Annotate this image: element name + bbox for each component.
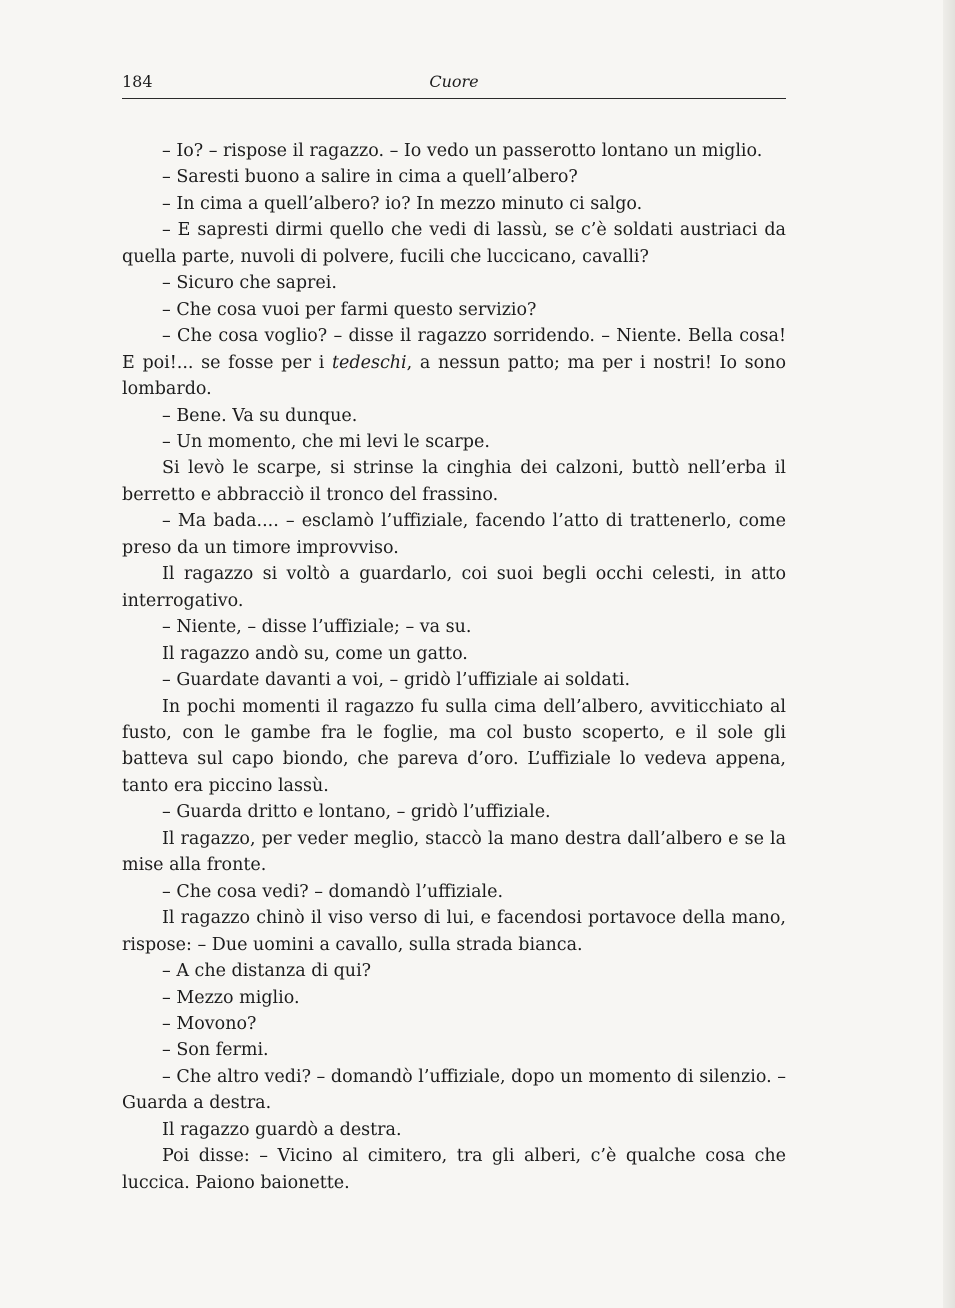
paragraph: Il ragazzo andò su, come un gatto. bbox=[162, 643, 468, 664]
page-number: 184 bbox=[122, 72, 153, 91]
paragraph: – Saresti buono a salire in cima a quell’albero? bbox=[162, 167, 578, 188]
paragraph: – In cima a quell’albero? io? In mezzo minuto ci salgo. bbox=[162, 193, 643, 214]
paragraph: – Sicuro che saprei. bbox=[162, 273, 337, 294]
paragraph: – Guardate davanti a voi, – gridò l’uffiziale ai soldati. bbox=[162, 670, 631, 691]
paragraph: Il ragazzo chinò il viso verso di lui, e facendosi portavoce della mano, rispose: – Due uomini a cavallo, sulla strada bianca. bbox=[122, 908, 786, 955]
paragraph: Poi disse: – Vicino al cimitero, tra gli alberi, c’è qualche cosa che luccica. Paiono baionette. bbox=[122, 1146, 786, 1193]
paragraph: – Che cosa vedi? – domandò l’uffiziale. bbox=[162, 881, 504, 902]
paragraph: Il ragazzo guardò a destra. bbox=[162, 1119, 402, 1140]
paragraph: – Movono? bbox=[162, 1013, 257, 1034]
paragraph: – Che altro vedi? – domandò l’uffiziale, dopo un momento di silenzio. – Guarda a destra. bbox=[122, 1066, 786, 1114]
emphasis: tedeschi bbox=[332, 352, 407, 373]
paragraph: Il ragazzo si voltò a guardarlo, coi suoi begli occhi celesti, in atto interrogativo. bbox=[122, 564, 786, 611]
paragraph: – Che cosa vuoi per farmi questo servizio? bbox=[162, 299, 537, 320]
body-text bbox=[122, 138, 786, 1196]
paragraph: – Son fermi. bbox=[162, 1040, 269, 1061]
paragraph: – Io? – rispose il ragazzo. – Io vedo un passerotto lontano un miglio. bbox=[162, 141, 763, 161]
paragraph: – Guarda dritto e lontano, – gridò l’uffiziale. bbox=[162, 802, 551, 823]
page-edge bbox=[943, 0, 955, 1308]
paragraph: – Che cosa voglio? – disse il ragazzo sorridendo. – Niente. Bella cosa! E poi!... se fosse per i tedeschi, a nessun patto; ma per i nostri! Io sono lombardo. bbox=[122, 326, 786, 400]
paragraph: Il ragazzo, per veder meglio, staccò la mano destra dall’albero e se la mise alla fronte. bbox=[122, 828, 786, 876]
paragraph: – Mezzo miglio. bbox=[162, 987, 300, 1008]
paragraph: – Un momento, che mi levi le scarpe. bbox=[162, 431, 490, 452]
paragraph: – Bene. Va su dunque. bbox=[162, 405, 358, 426]
paragraph: – Ma bada.... – esclamò l’uffiziale, facendo l’atto di trattenerlo, come preso da un timore improvviso. bbox=[122, 511, 786, 558]
running-title: Cuore bbox=[429, 72, 479, 91]
paragraph: – E sapresti dirmi quello che vedi di lassù, se c’è soldati austriaci da quella parte, nuvoli di polvere, fucili che luccicano, cavalli? bbox=[122, 220, 786, 267]
running-header bbox=[122, 70, 786, 99]
paragraph: – Niente, – disse l’uffiziale; – va su. bbox=[162, 617, 472, 638]
paragraph: In pochi momenti il ragazzo fu sulla cima dell’albero, avviticchiato al fusto, con le gambe fra le foglie, ma col busto scoperto, e il sole gli batteva sul capo biondo, che pareva d’oro. L’uffiziale lo vedeva appena, tanto era piccino lassù. bbox=[122, 696, 786, 796]
paragraph: Si levò le scarpe, si strinse la cinghia dei calzoni, buttò nell’erba il berretto e abbracciò il tronco del frassino. bbox=[122, 458, 786, 505]
paragraph: – A che distanza di qui? bbox=[162, 961, 372, 982]
